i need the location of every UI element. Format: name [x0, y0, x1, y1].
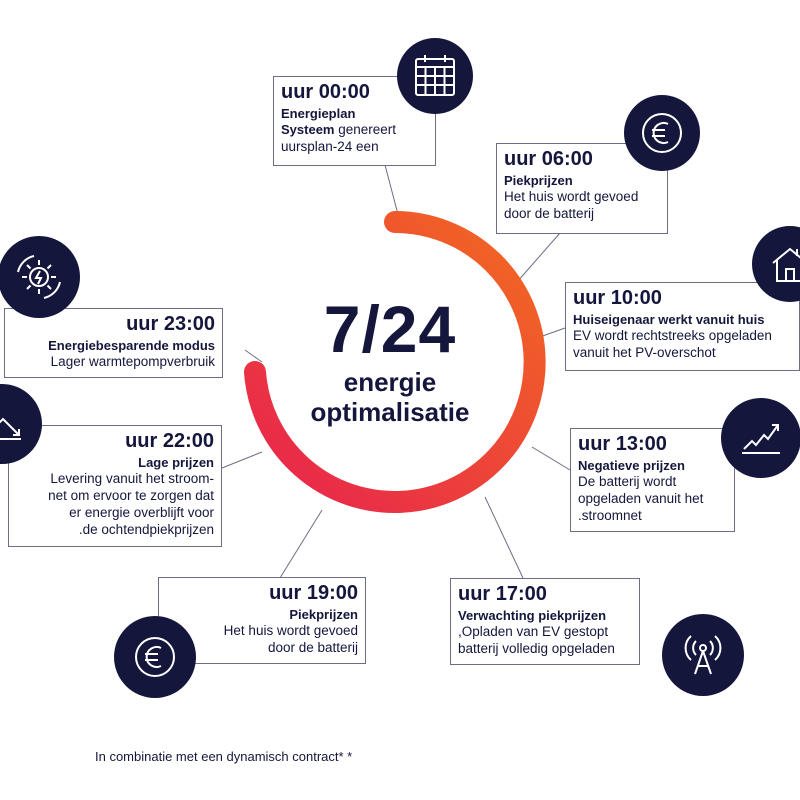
connector-line-22: [222, 452, 262, 468]
calendar-icon: [397, 38, 473, 114]
step-time: uur 22:00: [125, 430, 214, 452]
rising-chart-icon: [721, 398, 800, 478]
step-title: Lage prijzen: [138, 455, 214, 470]
step-desc: ,Opladen van EV gestopt: [458, 624, 609, 640]
connector-line-13: [532, 447, 570, 470]
step-desc: Lager warmtepompverbruik: [50, 354, 215, 370]
step-desc: .stroomnet: [578, 508, 642, 523]
euro-icon: [624, 95, 700, 171]
step-desc: EV wordt rechtstreeks opgeladen: [573, 328, 772, 344]
step-title-2: Systeem: [281, 122, 335, 138]
step-title: Negatieve prijzen: [578, 458, 685, 473]
energy-saving-icon: [0, 236, 80, 318]
step-title: Piekprijzen: [289, 607, 358, 622]
step-desc: er energie overblijft voor: [69, 505, 214, 520]
step-desc-inline: genereert: [334, 122, 397, 138]
step-time: uur 19:00: [269, 582, 358, 604]
step-time: uur 10:00: [573, 287, 662, 309]
step-1700-box: [450, 578, 640, 665]
step-desc: uursplan-24 een: [281, 139, 379, 155]
step-2300-box: [4, 308, 223, 378]
step-time: uur 06:00: [504, 148, 593, 170]
step-time: uur 23:00: [126, 313, 215, 335]
step-desc: vanuit het PV-overschot: [573, 345, 716, 361]
center-line-1: energie: [343, 367, 437, 397]
step-1300-box: [570, 428, 735, 532]
step-time: uur 00:00: [281, 81, 370, 103]
center-line-2: optimalisatie: [310, 396, 470, 427]
step-title: Energieplan: [281, 106, 356, 121]
step-1000-box: [565, 282, 800, 371]
connector-line-06: [517, 233, 560, 282]
connector-line-19: [280, 510, 322, 578]
step-2200-box: [8, 425, 222, 547]
step-time: uur 17:00: [458, 583, 547, 605]
center-label: [245, 292, 535, 428]
step-desc: .de ochtendpiekprijzen: [78, 521, 214, 537]
center-fraction: 7/24: [323, 292, 457, 366]
euro-icon: [114, 616, 196, 698]
step-desc-line: [281, 122, 428, 139]
step-title: Huiseigenaar werkt vanuit huis: [573, 312, 765, 327]
step-desc: net om ervoor te zorgen dat: [48, 488, 214, 504]
step-desc: Het huis wordt gevoed: [504, 189, 639, 205]
step-desc: De batterij wordt: [578, 474, 677, 490]
step-desc: batterij volledig opgeladen: [458, 641, 615, 657]
footnote: In combinatie met een dynamisch contract* *: [95, 749, 353, 764]
step-desc: door de batterij: [267, 640, 358, 656]
step-desc: Levering vanuit het stroom-: [50, 471, 214, 487]
step-title: Piekprijzen: [504, 173, 573, 188]
antenna-icon: [662, 614, 744, 696]
step-desc: Het huis wordt gevoed: [223, 623, 358, 639]
connector-line-17: [485, 497, 523, 578]
step-title: Verwachting piekprijzen: [458, 608, 607, 623]
step-desc: door de batterij: [504, 206, 595, 222]
step-desc: opgeladen vanuit het: [578, 491, 704, 507]
step-time: uur 13:00: [578, 433, 667, 455]
step-title: Energiebesparende modus: [48, 338, 215, 353]
